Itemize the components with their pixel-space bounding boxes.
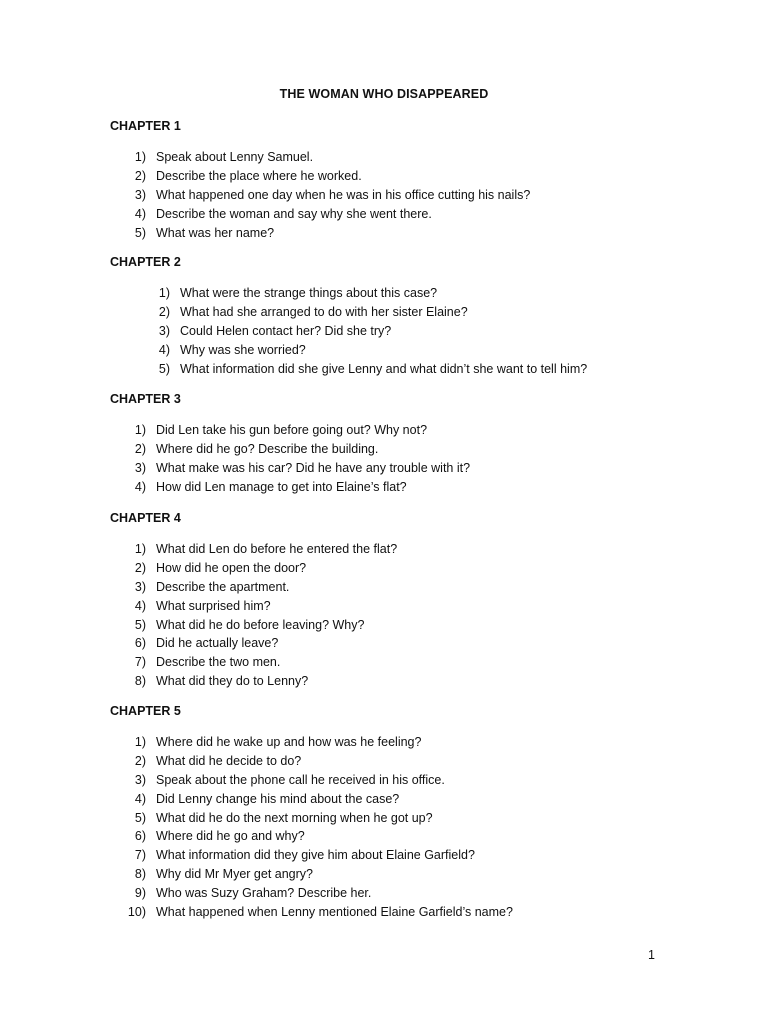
question-number: 5) bbox=[134, 225, 146, 240]
question-text: What did he decide to do? bbox=[156, 753, 302, 768]
question-text: Describe the place where he worked. bbox=[156, 168, 362, 183]
question-number: 4) bbox=[134, 479, 146, 494]
question-item bbox=[110, 733, 670, 752]
question-number: 2) bbox=[134, 441, 146, 456]
question-number: 6) bbox=[134, 829, 146, 844]
question-item bbox=[110, 459, 670, 478]
question-item bbox=[110, 540, 670, 559]
chapter-heading: CHAPTER 1 bbox=[110, 119, 181, 133]
question-number: 2) bbox=[134, 560, 146, 575]
question-item bbox=[110, 303, 670, 322]
chapter-section-2 bbox=[110, 253, 670, 378]
question-list bbox=[110, 148, 670, 242]
question-item bbox=[110, 846, 670, 865]
question-item bbox=[110, 903, 670, 922]
question-text: Where did he wake up and how was he feeling? bbox=[156, 735, 422, 749]
document-title: THE WOMAN WHO DISAPPEARED bbox=[279, 87, 489, 101]
question-text: What information did she give Lenny and what didn’t she want to tell him? bbox=[180, 361, 588, 376]
question-item bbox=[110, 224, 670, 243]
question-text: What make was his car? Did he have any trouble with it? bbox=[156, 460, 471, 475]
question-item bbox=[110, 205, 670, 224]
question-text: Did Len take his gun before going out? Why not? bbox=[156, 423, 428, 437]
chapter-section-3 bbox=[110, 390, 670, 497]
question-number: 7) bbox=[134, 655, 146, 670]
question-number: 1) bbox=[134, 423, 146, 437]
question-text: Where did he go? Describe the building. bbox=[156, 441, 379, 456]
question-number: 3) bbox=[134, 772, 146, 787]
question-text: Did he actually leave? bbox=[156, 636, 279, 651]
question-item bbox=[110, 884, 670, 903]
question-number: 9) bbox=[134, 886, 146, 901]
question-number: 1) bbox=[158, 286, 170, 300]
page-number: 1 bbox=[648, 948, 655, 962]
chapter-heading: CHAPTER 2 bbox=[110, 255, 181, 269]
question-number: 8) bbox=[134, 674, 146, 689]
question-item bbox=[110, 653, 670, 672]
question-text: What did he do the next morning when he got up? bbox=[156, 810, 433, 825]
question-text: Where did he go and why? bbox=[156, 829, 305, 844]
question-text: Why was she worried? bbox=[180, 342, 306, 357]
question-number: 4) bbox=[134, 791, 146, 806]
question-number: 4) bbox=[134, 206, 146, 221]
question-text: What had she arranged to do with her sister Elaine? bbox=[180, 304, 468, 319]
question-item bbox=[110, 634, 670, 653]
question-text: Describe the two men. bbox=[156, 655, 281, 670]
question-list bbox=[110, 284, 670, 378]
question-number: 4) bbox=[134, 598, 146, 613]
question-text: Why did Mr Myer get angry? bbox=[156, 867, 313, 882]
question-number: 2) bbox=[158, 304, 170, 319]
question-item bbox=[110, 790, 670, 809]
chapter-heading: CHAPTER 4 bbox=[110, 511, 181, 525]
question-number: 6) bbox=[134, 636, 146, 651]
question-text: What did Len do before he entered the flat? bbox=[156, 542, 398, 556]
question-number: 5) bbox=[134, 810, 146, 825]
chapter-section-5 bbox=[110, 702, 670, 922]
question-list bbox=[110, 421, 670, 497]
question-number: 8) bbox=[134, 867, 146, 882]
question-item bbox=[110, 167, 670, 186]
question-item bbox=[110, 322, 670, 341]
question-item bbox=[110, 827, 670, 846]
question-number: 1) bbox=[134, 542, 146, 556]
question-list bbox=[110, 733, 670, 922]
chapter-section-4 bbox=[110, 509, 670, 691]
question-number: 3) bbox=[134, 579, 146, 594]
question-item bbox=[110, 148, 670, 167]
question-number: 10) bbox=[127, 905, 146, 920]
question-text: What happened one day when he was in his office cutting his nails? bbox=[156, 187, 531, 202]
question-number: 3) bbox=[134, 187, 146, 202]
question-text: What did he do before leaving? Why? bbox=[156, 617, 365, 632]
question-text: Who was Suzy Graham? Describe her. bbox=[156, 886, 372, 901]
question-item bbox=[110, 672, 670, 691]
question-text: What information did they give him about Elaine Garfield? bbox=[156, 848, 475, 863]
chapter-section-1 bbox=[110, 117, 670, 242]
question-text: Describe the woman and say why she went there. bbox=[156, 206, 432, 221]
question-number: 2) bbox=[134, 168, 146, 183]
question-text: What surprised him? bbox=[156, 598, 271, 613]
question-text: What was her name? bbox=[156, 225, 275, 240]
question-item bbox=[110, 284, 670, 303]
question-number: 4) bbox=[158, 342, 170, 357]
question-text: What were the strange things about this case? bbox=[180, 286, 438, 300]
question-item bbox=[110, 559, 670, 578]
question-text: How did he open the door? bbox=[156, 560, 307, 575]
question-number: 3) bbox=[158, 323, 170, 338]
question-number: 5) bbox=[158, 361, 170, 376]
question-text: How did Len manage to get into Elaine’s flat? bbox=[156, 479, 407, 494]
question-item bbox=[110, 809, 670, 828]
question-item bbox=[110, 360, 670, 379]
question-number: 1) bbox=[134, 735, 146, 749]
question-number: 3) bbox=[134, 460, 146, 475]
question-text: What did they do to Lenny? bbox=[156, 674, 309, 689]
question-text: Describe the apartment. bbox=[156, 579, 290, 594]
question-text: Could Helen contact her? Did she try? bbox=[180, 323, 392, 338]
question-item bbox=[110, 578, 670, 597]
question-item bbox=[110, 752, 670, 771]
question-text: Speak about Lenny Samuel. bbox=[156, 150, 314, 164]
question-number: 5) bbox=[134, 617, 146, 632]
chapter-heading: CHAPTER 5 bbox=[110, 704, 181, 718]
question-item bbox=[110, 186, 670, 205]
question-item bbox=[110, 616, 670, 635]
chapter-heading: CHAPTER 3 bbox=[110, 392, 181, 406]
question-list bbox=[110, 540, 670, 691]
question-item bbox=[110, 341, 670, 360]
question-text: Speak about the phone call he received in his office. bbox=[156, 772, 445, 787]
question-number: 1) bbox=[134, 150, 146, 164]
question-item bbox=[110, 771, 670, 790]
question-number: 7) bbox=[134, 848, 146, 863]
question-number: 2) bbox=[134, 753, 146, 768]
question-item bbox=[110, 597, 670, 616]
question-item bbox=[110, 865, 670, 884]
question-item bbox=[110, 421, 670, 440]
question-item bbox=[110, 440, 670, 459]
question-item bbox=[110, 478, 670, 497]
question-text: What happened when Lenny mentioned Elaine Garfield’s name? bbox=[156, 905, 513, 920]
question-text: Did Lenny change his mind about the case? bbox=[156, 791, 400, 806]
